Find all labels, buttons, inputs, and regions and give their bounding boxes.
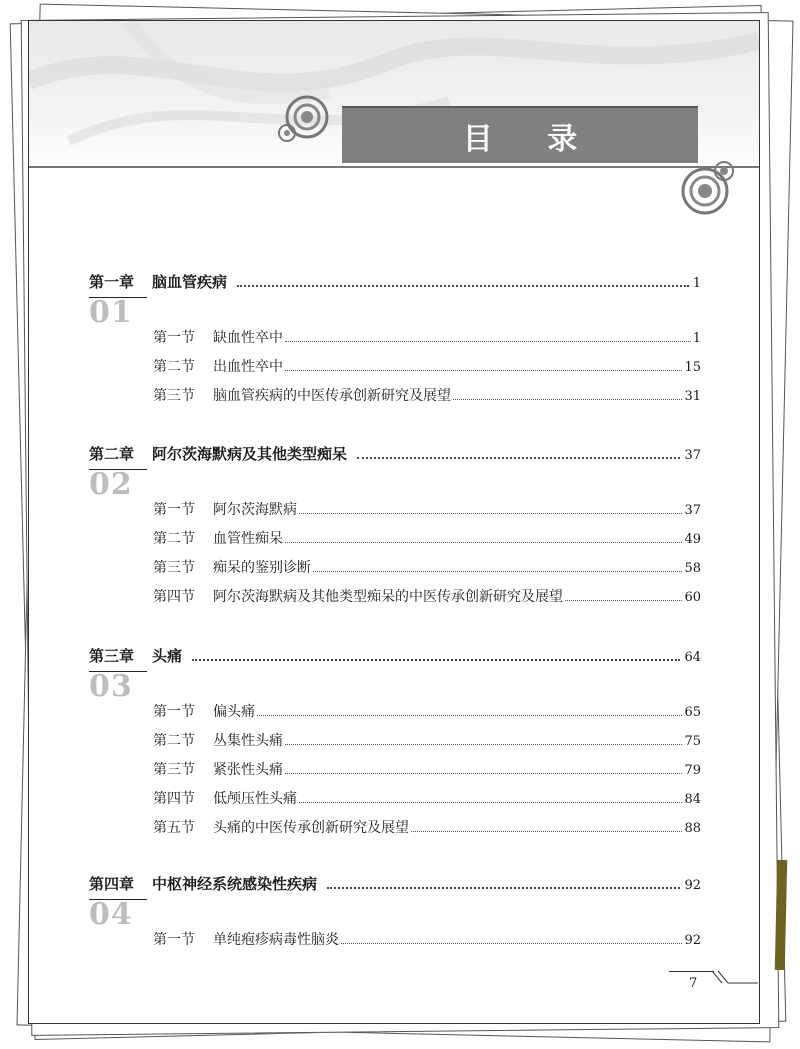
section-title: 单纯疱疹病毒性脑炎 (213, 932, 339, 948)
section-title: 低颅压性头痛 (213, 791, 297, 807)
section-label: 第一节 (153, 704, 195, 720)
section-title: 缺血性卒中 (213, 330, 283, 346)
chapter-title: 脑血管疾病 (152, 273, 228, 291)
section-label: 第一节 (153, 502, 195, 518)
leader-dots (192, 658, 680, 661)
section-page-number: 65 (684, 705, 701, 720)
section-page-number: 37 (684, 503, 701, 518)
chapter-number: 01 (89, 295, 133, 330)
leader-dots (299, 512, 682, 514)
section-title: 紧张性头痛 (213, 762, 283, 778)
section-row[interactable] (153, 788, 701, 810)
section-label: 第四节 (153, 791, 195, 807)
footer-rule (669, 971, 714, 972)
section-label: 第二节 (153, 531, 195, 547)
section-row[interactable] (153, 929, 701, 951)
chapter-title: 阿尔茨海默病及其他类型痴呆 (152, 445, 348, 463)
section-title: 脑血管疾病的中医传承创新研究及展望 (213, 388, 451, 404)
section-row[interactable] (153, 730, 701, 752)
section-label: 第一节 (153, 932, 195, 948)
chapter-number: 02 (89, 467, 133, 502)
leader-dots (327, 886, 680, 889)
section-page-number: 79 (684, 763, 701, 778)
section-row[interactable] (153, 759, 701, 781)
section-row[interactable] (153, 385, 701, 407)
circles-right-icon (679, 159, 739, 219)
section-page-number: 58 (684, 561, 701, 576)
leader-dots (357, 456, 680, 459)
section-title: 阿尔茨海默病 (213, 502, 297, 518)
leader-dots (565, 599, 682, 601)
chapter-number: 04 (89, 897, 133, 932)
leader-dots (257, 714, 682, 716)
section-title: 血管性痴呆 (213, 531, 283, 547)
leader-dots (299, 801, 682, 803)
chapter-label: 第三章 (89, 647, 135, 665)
leader-dots (313, 570, 682, 572)
toc-title-box (342, 106, 698, 163)
section-title: 丛集性头痛 (213, 733, 283, 749)
section-title: 偏头痛 (213, 704, 255, 720)
section-label: 第四节 (153, 589, 195, 605)
section-page-number: 31 (684, 389, 701, 404)
chapter-number: 03 (89, 669, 133, 704)
header-rule (29, 166, 759, 168)
section-page-number: 60 (684, 590, 701, 605)
chapter-title: 头痛 (152, 647, 183, 665)
chapter-row[interactable] (89, 443, 701, 469)
section-title: 痴呆的鉴别诊断 (213, 560, 311, 576)
chapter-label: 第二章 (89, 445, 135, 463)
section-row[interactable] (153, 586, 701, 608)
leader-dots (237, 284, 689, 287)
toc-page (28, 20, 760, 1024)
chapter-label: 第四章 (89, 875, 135, 893)
section-page-number: 75 (684, 734, 701, 749)
section-row[interactable] (153, 817, 701, 839)
section-row[interactable] (153, 327, 701, 349)
section-label: 第五节 (153, 820, 195, 836)
section-label: 第三节 (153, 388, 195, 404)
chapter-page-number: 37 (684, 448, 701, 463)
section-row[interactable] (153, 499, 701, 521)
leader-dots (453, 398, 682, 400)
leader-dots (411, 830, 682, 832)
chapter-row[interactable] (89, 645, 701, 671)
chapter-label: 第一章 (89, 273, 135, 291)
circles-left-icon (277, 93, 333, 149)
chapter-page-number: 1 (692, 276, 701, 291)
section-page-number: 92 (684, 933, 701, 948)
page-edge-accent (775, 860, 787, 970)
section-label: 第三节 (153, 560, 195, 576)
section-row[interactable] (153, 701, 701, 723)
leader-dots (285, 772, 682, 774)
section-label: 第二节 (153, 733, 195, 749)
section-label: 第二节 (153, 359, 195, 375)
leader-dots (341, 942, 682, 944)
section-page-number: 15 (684, 360, 701, 375)
section-label: 第三节 (153, 762, 195, 778)
leader-dots (285, 541, 682, 543)
leader-dots (285, 340, 691, 342)
section-page-number: 84 (684, 792, 701, 807)
section-title: 头痛的中医传承创新研究及展望 (213, 820, 409, 836)
section-page-number: 1 (692, 331, 701, 346)
chapter-page-number: 64 (684, 650, 701, 665)
footer-slash-icon (712, 965, 758, 985)
section-page-number: 88 (684, 821, 701, 836)
section-row[interactable] (153, 528, 701, 550)
leader-dots (285, 369, 682, 371)
section-label: 第一节 (153, 330, 195, 346)
chapter-title: 中枢神经系统感染性疾病 (152, 875, 318, 893)
chapter-row[interactable] (89, 271, 701, 297)
section-row[interactable] (153, 356, 701, 378)
page-number: 7 (689, 976, 698, 991)
section-page-number: 49 (684, 532, 701, 547)
section-row[interactable] (153, 557, 701, 579)
chapter-page-number: 92 (684, 878, 701, 893)
section-title: 阿尔茨海默病及其他类型痴呆的中医传承创新研究及展望 (213, 589, 563, 605)
leader-dots (285, 743, 682, 745)
section-title: 出血性卒中 (213, 359, 283, 375)
page-title: 目 录 (462, 121, 600, 157)
chapter-row[interactable] (89, 873, 701, 899)
